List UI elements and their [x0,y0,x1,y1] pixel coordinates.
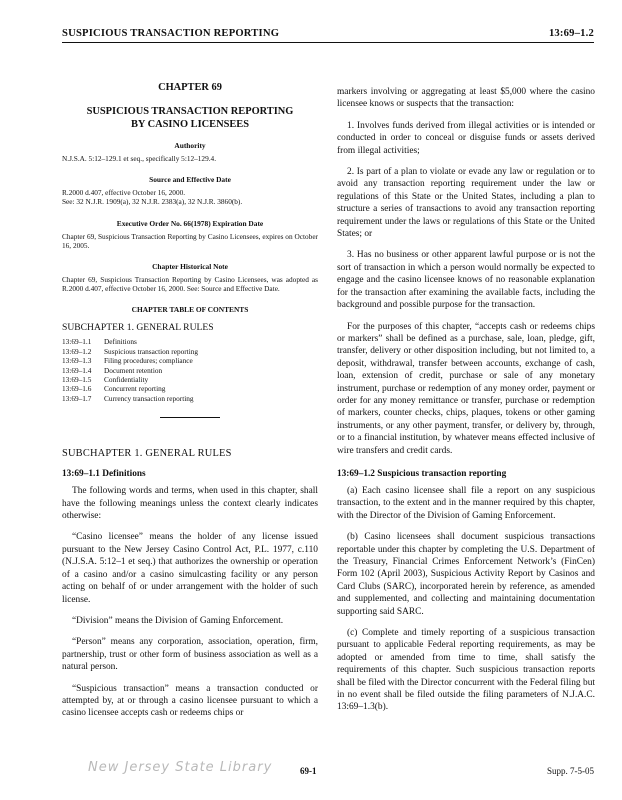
paragraph: “Person” means any corporation, association, operation, firm, partnership, trust or other form of business association as well as a natural person. [62,637,318,673]
source-text [62,188,318,206]
paragraph: “Casino licensee” means the holder of any license issued pursuant to the New Jersey Casino Control Act, P.L. 1977, c.110 (N.J.S.A. 5:12–1 et seq.) that authorizes the ownership or operation of a casino and/or a casino simulcasting facility or any person acting on behalf of or under arrangement with the holder of such license. [62,532,318,605]
paragraph: “Suspicious transaction” means a transaction conducted or attempted by, at or through a casino licensee pursuant to which a casino licensee accepts cash or redeems chips or [62,683,318,719]
authority-heading: Authority [174,141,206,150]
authority-text: N.J.S.A. 5:12–129.1 et seq., specifically 5:12–129.4. [62,154,217,163]
header-title: SUSPICIOUS TRANSACTION REPORTING [62,28,280,39]
supplement-date: Supp. 7-5-05 [547,766,594,776]
toc-entry [62,394,318,403]
historical-note-heading: Chapter Historical Note [152,262,228,272]
toc-entry [62,384,318,393]
toc-entry [62,337,318,346]
header-section-number: 13:69–1.2 [548,28,594,39]
toc-entry-title: Definitions [104,337,137,347]
toc-entry-title: Suspicious transaction reporting [104,346,199,356]
source-text-line2: See: 32 N.J.R. 1909(a), 32 N.J.R. 2383(a), 32 N.J.R. 3860(b). [62,197,243,207]
chapter-title-line1: SUSPICIOUS TRANSACTION REPORTING [86,106,294,117]
toc-entry-number: 13:69–1.3 [62,356,92,366]
toc-entry [62,375,318,384]
source-heading: Source and Effective Date [149,175,231,185]
library-watermark: New Jersey State Library [88,760,273,775]
paragraph: (c) Complete and timely reporting of a suspicious transaction pursuant to applicable Federal reporting requirements, as may be adopted or amended from time to time, shall satisfy the requirements of this chapter. Such suspicious transaction reports shall be filed with the Director concurrent with the Federal filing but in no event shall be filed outside the filing parameters of N.J.A.C. 13:69–1.3(b). [337,628,595,713]
toc-entry-number: 13:69–1.5 [62,375,92,385]
running-header [62,22,594,43]
page-number: 69-1 [300,766,317,776]
list-item: 2. Is part of a plan to violate or evade any law or regulation or to avoid any transaction reporting requirement under the law or regulations of this State or the United States, including a plan to structure a series of transactions to avoid any transaction reporting requirement under the laws or regulations of this State or the United States; or [337,167,595,240]
executive-order-heading: Executive Order No. 66(1978) Expiration Date [116,218,264,228]
toc-heading: CHAPTER TABLE OF CONTENTS [131,305,249,315]
chapter-number: CHAPTER 69 [158,82,222,93]
toc-entry [62,366,318,375]
toc-entry-title: Currency transaction reporting [104,393,194,403]
paragraph: (b) Casino licensees shall document suspicious transactions reportable under this chapter by completing the U.S. Department of the Treasury, Financial Crimes Enforcement Network’s (FinCen) Form 102 (April 2003), Suspicious Activity Report by Casinos and Card Clubs (SARC), incorporated herein by reference, as amended and supplemented, and collecting and maintaining documentation supporting said SARC. [337,532,595,617]
section-heading-definitions: 13:69–1.1 Definitions [62,469,146,480]
paragraph: markers involving or aggregating at least $5,000 where the casino licensee knows or suspects that the transaction: [337,87,595,110]
toc-entry-title: Filing procedures; compliance [104,356,193,366]
toc-entry [62,356,318,365]
paragraph: For the purposes of this chapter, “accepts cash or redeems chips or markers” shall be defined as a purchase, sale, loan, pledge, gift, transfer, delivery or other disposition including, but not limited to, a deposit, withdrawal, transfer between accounts, exchange of cash, loan, extension of credit, purchase or sale of any monetary instrument, purchase or redemption of any money order, payment or order for any money remittance or transfer, purchase or redemption of markers, counter checks, chips, plaques, tokens or other gaming instruments, or any other payment, transfer, or delivery by, through, or to a financial institution, by whatever means effected inclusive of wire transfers and credit cards. [337,321,595,456]
toc-entry-number: 13:69–1.1 [62,337,92,347]
toc-entry-number: 13:69–1.6 [62,384,92,394]
toc-entry-number: 13:69–1.2 [62,346,92,356]
chapter-title-line2: BY CASINO LICENSEES [131,119,249,130]
paragraph: The following words and terms, when used in this chapter, shall have the following meanings unless the context clearly indicates otherwise: [62,486,318,522]
paragraph: “Division” means the Division of Gaming Enforcement. [72,615,284,626]
toc-list [62,337,318,403]
toc-entry-title: Confidentiality [104,375,149,385]
list-item: 3. Has no business or other apparent lawful purpose or is not the sort of transaction in which a person would normally be expected to engage and the casino licensee knows of no reasonable explanation for the transaction after examining the available facts, including the background and possible purpose for the transaction. [337,250,595,311]
executive-order-text: Chapter 69, Suspicious Transaction Reporting by Casino Licensees, expires on October 16, 2005. [62,231,318,250]
toc-entry [62,347,318,356]
subchapter-heading: SUBCHAPTER 1. GENERAL RULES [62,448,232,460]
toc-entry-title: Document retention [104,365,163,375]
historical-note-text: Chapter 69, Suspicious Transaction Reporting by Casino Licensees, was adopted as R.2000 d.407, effective October 16, 2000. See: Source and Effective Date. [62,275,318,294]
toc-subchapter: SUBCHAPTER 1. GENERAL RULES [62,322,214,334]
section-heading-suspicious-transaction-reporting: 13:69–1.2 Suspicious transaction reporting [337,468,507,479]
toc-entry-title: Concurrent reporting [104,384,166,394]
right-column [337,86,595,723]
list-item: 1. Involves funds derived from illegal activities or is intended or conducted in order to conceal or disguise funds or assets derived from illegal activities; [337,120,595,156]
divider [160,417,220,418]
source-text-line1: R.2000 d.407, effective October 16, 2000. [62,188,186,198]
left-column [62,82,318,729]
paragraph: (a) Each casino licensee shall file a report on any suspicious transaction, to the extent and in the manner required by this chapter, with the Director of the Division of Gaming Enforcement. [337,485,595,521]
toc-entry-number: 13:69–1.7 [62,393,92,403]
toc-entry-number: 13:69–1.4 [62,365,92,375]
chapter-title [62,105,318,131]
